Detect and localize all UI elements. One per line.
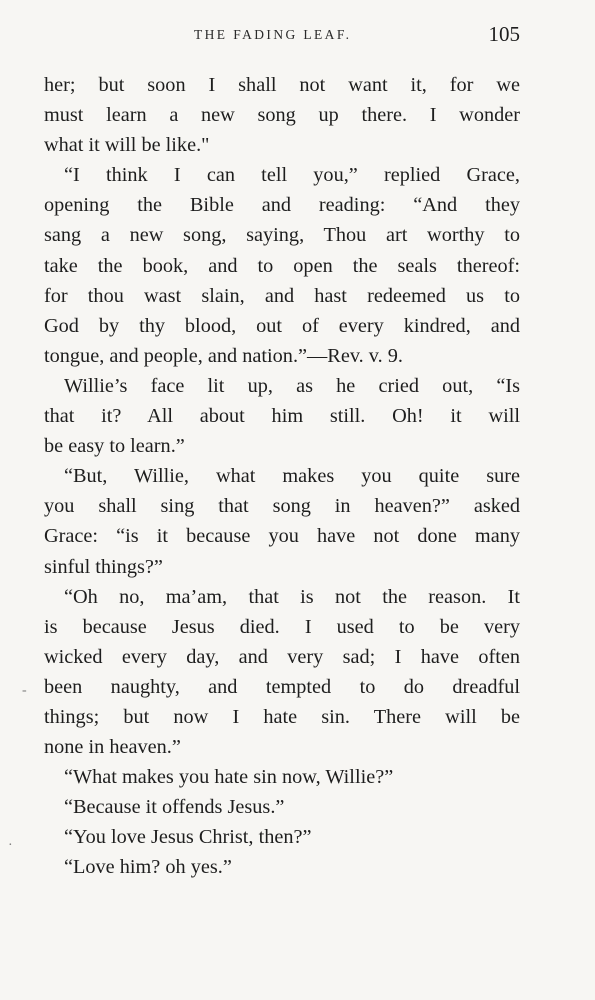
text-line: sinful things?” bbox=[44, 555, 163, 578]
text-line: you shall sing that song in heaven?” asked bbox=[44, 495, 520, 518]
text-line: Willie’s face lit up, as he cried out, “Is bbox=[64, 374, 520, 397]
text-line: what it will be like." bbox=[44, 134, 210, 157]
text-line: tongue, and people, and nation.”—Rev. v. 9. bbox=[44, 344, 403, 367]
running-title: THE FADING LEAF. bbox=[194, 27, 352, 42]
text-line: been naughty, and tempted to do dreadful bbox=[44, 675, 520, 698]
text-line: her; but soon I shall not want it, for we bbox=[44, 74, 520, 96]
text-line: take the book, and to open the seals thereof: bbox=[44, 254, 520, 277]
page-number: 105 bbox=[488, 22, 520, 46]
text-line: “I think I can tell you,” replied Grace, bbox=[64, 164, 520, 187]
text-line: things; but now I hate sin. There will be bbox=[44, 705, 520, 728]
text-line: that it? All about him still. Oh! it will bbox=[44, 405, 520, 428]
text-line: is because Jesus died. I used to be very bbox=[44, 615, 520, 638]
margin-dash: - bbox=[22, 683, 27, 698]
text-line: none in heaven.” bbox=[44, 736, 181, 759]
text-line: wicked every day, and very sad; I have often bbox=[44, 645, 520, 668]
text-line: God by thy blood, out of every kindred, and bbox=[44, 314, 520, 337]
text-line: “You love Jesus Christ, then?” bbox=[64, 826, 312, 849]
text-line: “But, Willie, what makes you quite sure bbox=[64, 465, 520, 488]
body-text bbox=[44, 70, 520, 883]
text-line: sang a new song, saying, Thou art worthy to bbox=[44, 224, 520, 247]
text-line: opening the Bible and reading: “And they bbox=[44, 194, 520, 217]
text-line: Grace: “is it because you have not done many bbox=[44, 525, 520, 548]
margin-dot: · bbox=[8, 838, 13, 853]
text-line: “Oh no, ma’am, that is not the reason. It bbox=[64, 585, 520, 608]
text-line: “Love him? oh yes.” bbox=[64, 856, 232, 879]
text-line: for thou wast slain, and hast redeemed us to bbox=[44, 284, 520, 307]
text-line: “Because it offends Jesus.” bbox=[64, 796, 285, 819]
text-line: must learn a new song up there. I wonder bbox=[44, 104, 520, 127]
text-line: be easy to learn.” bbox=[44, 435, 185, 458]
page-header bbox=[44, 22, 522, 50]
text-line: “What makes you hate sin now, Willie?” bbox=[64, 766, 394, 789]
